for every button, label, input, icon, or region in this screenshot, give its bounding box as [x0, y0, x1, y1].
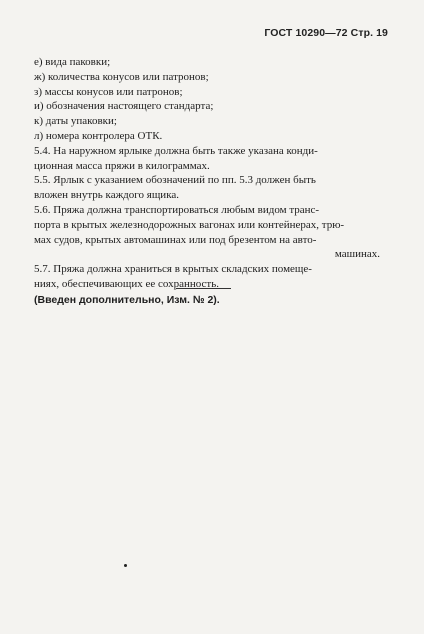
- list-item: л) номера контролера ОТК.: [34, 129, 163, 142]
- paragraph-5-4-line-1: 5.4. На наружном ярлыке должна быть также указана конди-: [34, 144, 318, 157]
- scan-mark: [124, 564, 127, 567]
- list-item: з) массы конусов или патронов;: [34, 85, 183, 98]
- paragraph-5-6-line-2: порта в крытых железнодорожных вагонах или контейнерах, трю-: [34, 218, 345, 231]
- list-item: к) даты упаковки;: [34, 115, 117, 128]
- paragraph-5-6-line-1: 5.6. Пряжа должна транспортироваться любым видом транс-: [34, 203, 320, 216]
- paragraph-5-6-line-4: машинах.: [334, 248, 380, 261]
- paragraph-5-5-line-2: вложен внутрь каждого ящика.: [34, 189, 179, 202]
- paragraph-5-7-line-2: ниях, обеспечивающих ее сохранность.: [34, 277, 220, 290]
- amendment-note: (Введен дополнительно, Изм. № 2).: [34, 293, 220, 306]
- list-item: и) обозначения настоящего стандарта;: [34, 100, 214, 113]
- page-header: ГОСТ 10290—72 Стр. 19: [264, 27, 388, 39]
- list-item: ж) количества конусов или патронов;: [34, 70, 209, 83]
- list-item: е) вида паковки;: [34, 56, 111, 68]
- section-divider: [176, 288, 231, 289]
- paragraph-5-6-line-3: мах судов, крытых автомашинах или под брезентом на авто-: [34, 233, 317, 246]
- paragraph-5-7-line-1: 5.7. Пряжа должна храниться в крытых складских помеще-: [34, 263, 312, 276]
- document-body: [34, 55, 388, 308]
- paragraph-5-5-line-1: 5.5. Ярлык с указанием обозначений по пп. 5.3 должен быть: [34, 174, 316, 187]
- paragraph-5-4-line-2: ционная масса пряжи в килограммах.: [34, 159, 210, 172]
